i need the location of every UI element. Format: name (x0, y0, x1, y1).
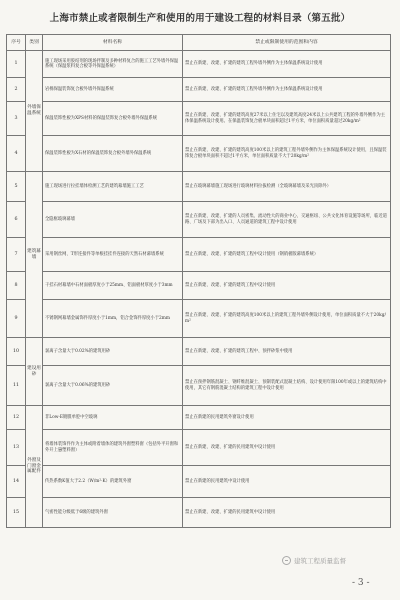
row-number: 14 (7, 466, 26, 498)
usage-scope: 禁止在新建、改建、扩建的建筑工程中、预拌砂浆中使用 (183, 338, 391, 366)
row-number: 4 (7, 136, 26, 172)
row-number: 9 (7, 300, 26, 338)
row-number: 1 (7, 51, 26, 78)
header-scope: 禁止或限制使用的范围和内容 (183, 35, 391, 51)
table-row (7, 202, 391, 238)
material-name: 保温装饰性板为X石材的保温装饰复合板外墙外保温系统 (43, 136, 183, 172)
usage-scope: 禁止在新建、改建、扩建的建筑工程外墙外侧作为主体保温系统设计使用 (183, 78, 391, 102)
material-name: 气密性能分级低于6级的建筑外窗 (43, 498, 183, 528)
usage-scope: 禁止在预拌钢筋混凝土、钢纤维混凝土、预制装配式混凝土结构、设计使用年限100年或以上的建筑结构中使用，其它有钢筋混凝土结构的建筑工程中设计使用 (183, 366, 391, 406)
material-name: 将墙体装饰件作为主体或附着墙体的建筑外窗塑料窗（包括外平开窗和外开上悬塑料窗） (43, 430, 183, 466)
table-row (7, 406, 391, 430)
row-number: 15 (7, 498, 26, 528)
row-number: 7 (7, 238, 26, 272)
usage-scope: 禁止在新建、改建、扩建的建筑高度100米以上的建筑工程外墙外侧作为主体保温系统设计使用，且保温装饰复合板单块面积不超过1平方米，单位面积质量不大于20kg/m² (183, 136, 391, 172)
table-row (7, 238, 391, 272)
materials-table (6, 34, 391, 528)
category-sand: 建设用砂 (26, 338, 43, 406)
table-header-row (7, 35, 391, 51)
material-name: 非Low-E镀膜单腔中空玻璃 (43, 406, 183, 430)
material-name: 干挂石材幕墙中石材面板厚度小于25mm、铝面板材厚度小于3mm (43, 272, 183, 300)
usage-scope: 禁止在新建、改建、扩建的建筑工程中设计使用 (183, 272, 391, 300)
row-number: 5 (7, 172, 26, 202)
material-name: 传热系数K值大于2.2（W/m²·K）的建筑外窗 (43, 466, 183, 498)
table-row (7, 300, 391, 338)
header-no: 序号 (7, 35, 26, 51)
table-row (7, 366, 391, 406)
watermark (282, 556, 346, 565)
row-number: 6 (7, 202, 26, 238)
table-row (7, 430, 391, 466)
row-number: 12 (7, 406, 26, 430)
row-number: 11 (7, 366, 26, 406)
usage-scope: 禁止在新建、改建、扩建的民用建筑中设计使用 (183, 498, 391, 528)
row-number: 8 (7, 272, 26, 300)
table-row (7, 172, 391, 202)
material-name: 施工现场进行拉挂墙体检测工艺的建筑幕墙施工工艺 (43, 172, 183, 202)
material-name: 采用钢丝网、T形连接件等单根挂挂件连接的天然石材幕墙系统 (43, 238, 183, 272)
material-name: 施工现场采用胶结剂的现场拌制及多种材料复合的施工工艺外墙外保温系统（保温浆料复合板等外保温系统） (43, 51, 183, 78)
material-name: 全隐框玻璃幕墙 (43, 202, 183, 238)
usage-scope: 禁止在新建、改建、扩建的建筑工程中设计使用（钢销板版幕墙系统） (183, 238, 391, 272)
table-row (7, 51, 391, 78)
usage-scope: 禁止在新建、改建、扩建的人员密集、流动性大的商业中心、交通枢纽、公共文化体育设施等场所，临近道路、广场及下部为出入口、人员通道的建筑工程中设计使用 (183, 202, 391, 238)
row-number: 2 (7, 78, 26, 102)
material-name: 氯离子含量大于0.06%的建筑用砂 (43, 366, 183, 406)
header-material: 材料名称 (43, 35, 183, 51)
table-row (7, 136, 391, 172)
table-row (7, 338, 391, 366)
material-name: 氯离子含量大于0.02%的建筑用砂 (43, 338, 183, 366)
header-category: 类别 (26, 35, 43, 51)
material-name: 不锈钢网幕墙金属饰件厚度小于1mm，铝合金饰件厚度小于2mm (43, 300, 183, 338)
usage-scope: 禁止在新建、改建、扩建的建筑高度27米以上住宅以及建筑高度24米以上公共建筑工程的外墙外侧作为主体保温系统设计使用。在保温装饰复合板单块面积超过1平方米，单位面积质量超过20kg/m² (183, 102, 391, 136)
category-curtain-wall: 建筑幕墙 (26, 172, 43, 338)
usage-scope: 禁止在新建的民用建筑中设计使用 (183, 466, 391, 498)
category-windows: 外窗及门窗金属配件 (26, 406, 43, 528)
table-row (7, 466, 391, 498)
row-number: 3 (7, 102, 26, 136)
page-number: - 3 - (352, 578, 370, 588)
material-name: 保温装饰性板为XPS材料的保温装饰复合板外墙外保温系统 (43, 102, 183, 136)
usage-scope: 禁止在新建、改建、扩建的建筑工程外墙外侧作为主体保温系统设计使用 (183, 51, 391, 78)
usage-scope: 禁止在新建、改建、扩建的民用建筑中设计使用 (183, 430, 391, 466)
usage-scope: 禁止在新建的民用建筑外窗设计使用 (183, 406, 391, 430)
table-row (7, 498, 391, 528)
table-row (7, 102, 391, 136)
table-row (7, 272, 391, 300)
material-name: 岩棉保温装饰复合板外墙外保温系统 (43, 78, 183, 102)
table-row (7, 78, 391, 102)
watermark-text: 建筑工程质量监督 (294, 557, 346, 565)
row-number: 10 (7, 338, 26, 366)
page-title: 上海市禁止或者限制生产和使用的用于建设工程的材料目录（第五批） (49, 13, 351, 24)
wechat-icon (282, 556, 291, 565)
category-insulation: 外墙保温系统 (26, 51, 43, 172)
row-number: 13 (7, 430, 26, 466)
usage-scope: 禁止在新建、改建、扩建的建筑高度100米以上的建筑工程外墙外侧设计使用，单位面积质量不大于20kg/m² (183, 300, 391, 338)
usage-scope: 禁止在玻璃幕墙施工现场进行玻璃材料拉拔检测（全玻璃幕墙及采光顶除外） (183, 172, 391, 202)
